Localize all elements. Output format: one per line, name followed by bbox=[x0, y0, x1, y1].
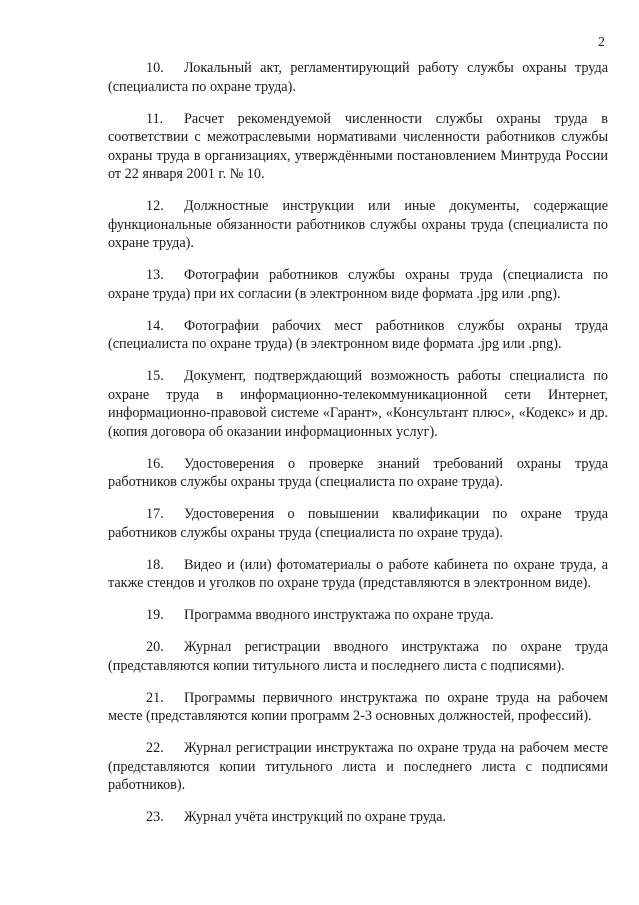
item-text: Документ, подтверждающий возможность работы специалиста по охране труда в информационно-телекоммуникационной сети Интернет, информационно-правовой системе «Гарант», «Консультант плюс», «Кодекс» и др. (копия договора об оказании информационных услуг). bbox=[108, 368, 608, 440]
list-item bbox=[108, 110, 608, 184]
item-number: 11. bbox=[146, 110, 164, 127]
item-number: 22. bbox=[146, 740, 164, 756]
list-item bbox=[108, 739, 608, 795]
item-text: Программы первичного инструктажа по охране труда на рабочем месте (представляются копии программ 2-3 основных должностей, профессий). bbox=[108, 689, 608, 724]
item-number: 19. bbox=[146, 607, 164, 623]
list-item bbox=[108, 317, 608, 354]
list-item bbox=[108, 808, 608, 827]
item-text: Расчет рекомендуемой численности службы охраны труда в соответствии с межотраслевыми нормативами численности работников службы охраны труда в организациях, утверждёнными постановлением Минтруда России от 22 января 2001 г. № 10. bbox=[108, 110, 608, 182]
item-text: Фотографии рабочих мест работников службы охраны труда (специалиста по охране труда) (в электронном виде формата .jpg или .png). bbox=[108, 317, 608, 352]
document-item-list bbox=[108, 59, 608, 840]
item-text: Удостоверения о повышении квалификации по охране труда работников службы охраны труда (специалиста по охране труда). bbox=[108, 506, 608, 541]
item-number: 23. bbox=[146, 809, 164, 825]
item-number: 16. bbox=[146, 455, 164, 472]
item-text: Журнал регистрации вводного инструктажа по охране труда (представляются копии титульного листа и последнего листа с подписями). bbox=[108, 639, 608, 674]
item-number: 14. bbox=[146, 317, 164, 334]
item-text: Должностные инструкции или иные документы, содержащие функциональные обязанности работников службы охраны труда (специалиста по охране труда). bbox=[108, 198, 608, 251]
item-text: Программа вводного инструктажа по охране труда. bbox=[184, 607, 494, 623]
item-number: 20. bbox=[146, 639, 164, 655]
item-number: 18. bbox=[146, 556, 164, 573]
item-number: 17. bbox=[146, 506, 164, 522]
list-item bbox=[108, 197, 608, 253]
item-text: Журнал учёта инструкций по охране труда. bbox=[184, 809, 447, 825]
page-number: 2 bbox=[598, 35, 605, 50]
list-item bbox=[108, 556, 608, 593]
list-item bbox=[108, 367, 608, 441]
list-item bbox=[108, 505, 608, 542]
item-number: 21. bbox=[146, 689, 164, 706]
item-text: Видео и (или) фотоматериалы о работе кабинета по охране труда, а также стендов и уголков по охране труда (представляются в электронном виде). bbox=[108, 556, 608, 591]
item-text: Локальный акт, регламентирующий работу службы охраны труда (специалиста по охране труда). bbox=[108, 60, 608, 95]
list-item bbox=[108, 266, 608, 303]
list-item bbox=[108, 689, 608, 726]
list-item bbox=[108, 638, 608, 675]
item-number: 12. bbox=[146, 198, 164, 214]
item-text: Журнал регистрации инструктажа по охране труда на рабочем месте (представляются копии титульного листа и последнего листа с подписями работников). bbox=[108, 740, 608, 793]
item-number: 10. bbox=[146, 60, 164, 76]
list-item bbox=[108, 455, 608, 492]
item-text: Удостоверения о проверке знаний требований охраны труда работников службы охраны труда (специалиста по охране труда). bbox=[108, 455, 608, 490]
item-text: Фотографии работников службы охраны труда (специалиста по охране труда) при их согласии (в электронном виде формата .jpg или .png). bbox=[108, 267, 608, 302]
list-item bbox=[108, 606, 608, 625]
item-number: 13. bbox=[146, 267, 164, 283]
list-item bbox=[108, 59, 608, 96]
item-number: 15. bbox=[146, 368, 164, 384]
